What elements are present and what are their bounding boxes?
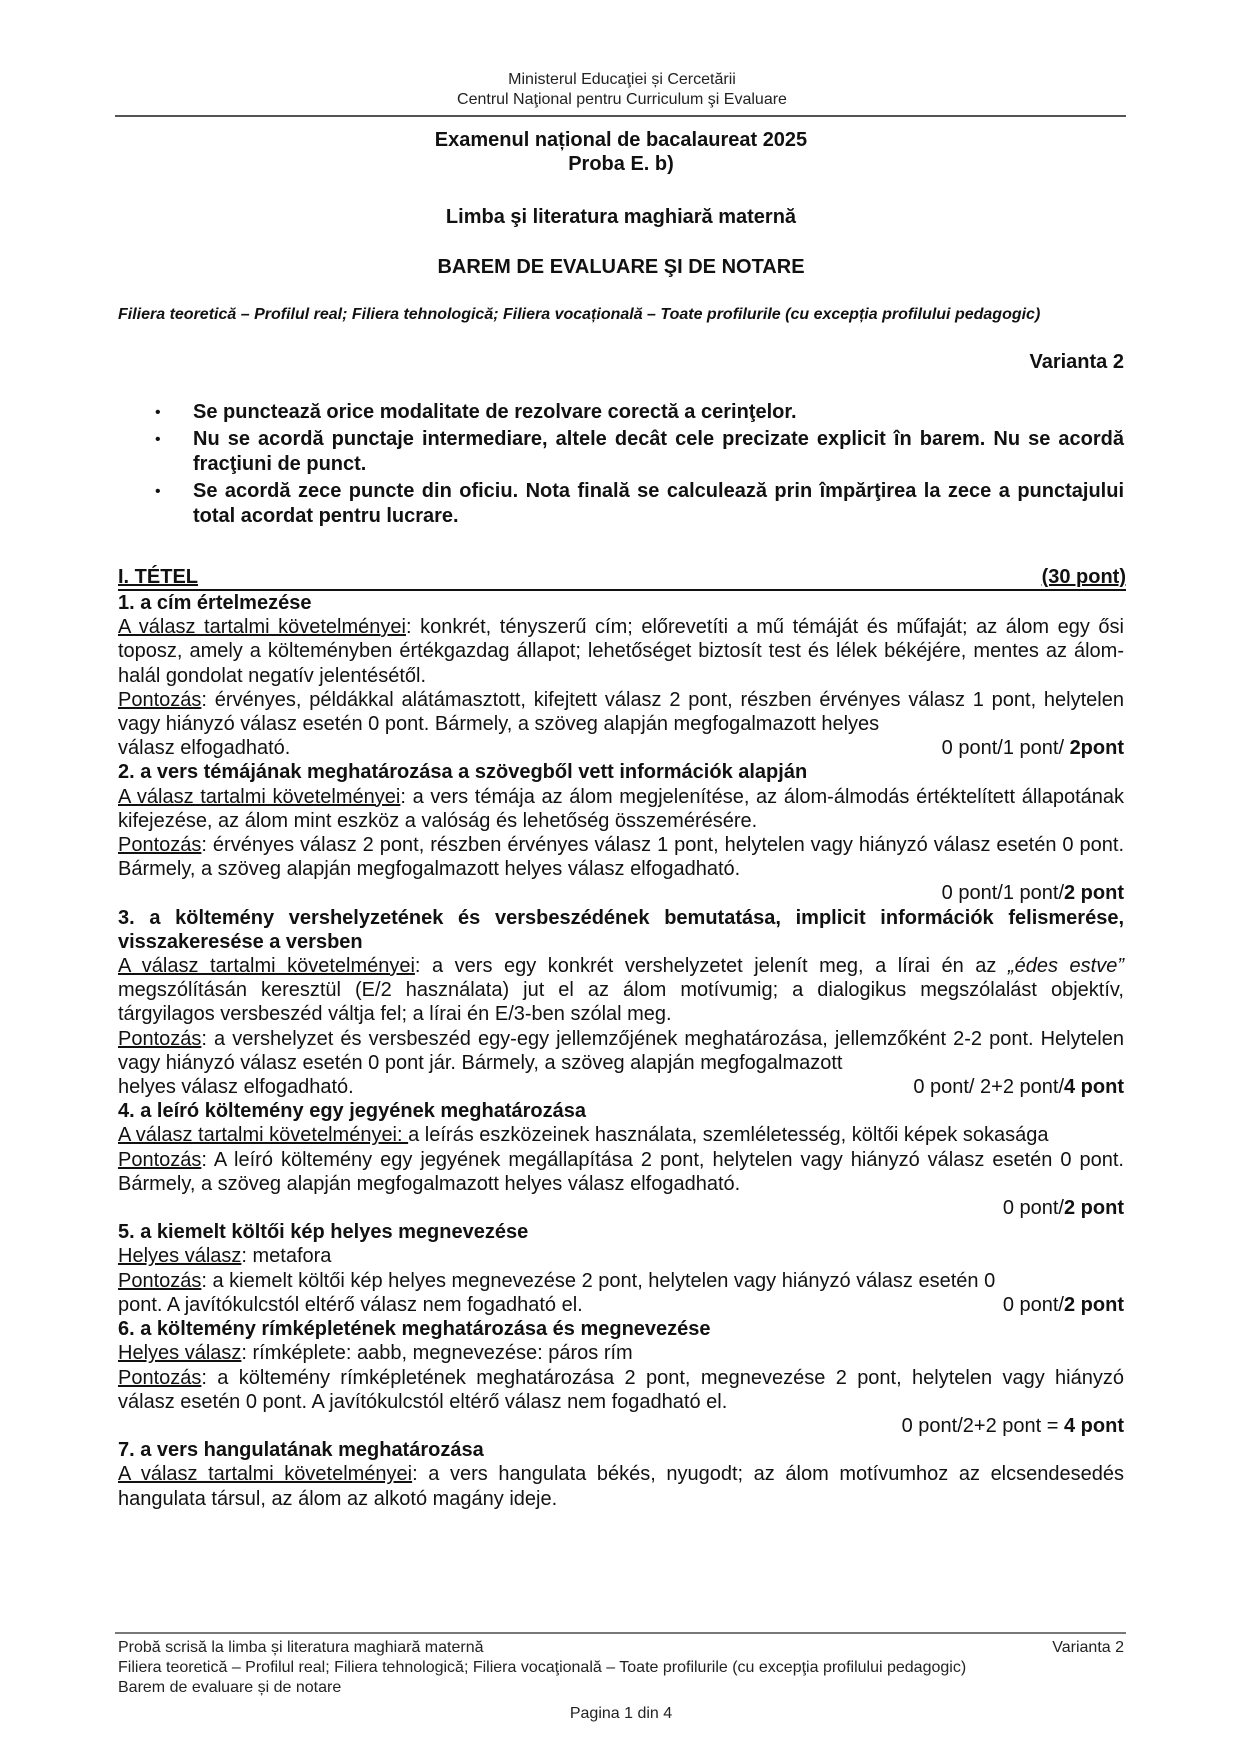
item-5-scoring: Pontozás: a kiemelt költői kép helyes megnevezése 2 pont, helytelen vagy hiányzó válasz esetén 0 [118,1269,996,1292]
item-6-title: 6. a költemény rímképletének meghatározása és megnevezése [118,1318,711,1341]
item-4-requirements: A válasz tartalmi követelményei: a leírás eszközeinek használata, szemléletesség, költői képek sokasága [118,1124,1049,1147]
barem-title: BAREM DE EVALUARE ŞI DE NOTARE [437,256,805,278]
exam-title [118,128,1124,176]
item-3-scoring: Pontozás: a vershelyzet és versbeszéd egy-egy jellemzőjének meghatározása, jellemzőként 2-2 pont. Helytelen vagy hiányzó válasz esetén 0 pont jár. Bármely, a szöveg alapján megfogalmazott [118,1027,1124,1074]
page-footer [118,1638,1124,1698]
footer-divider [115,1632,1126,1634]
section-heading [118,565,1126,591]
proba-label: Proba E. b) [568,153,674,175]
header-divider [115,115,1126,117]
item-6-answer: Helyes válasz: rímképlete: aabb, megnevezése: páros rím [118,1342,633,1365]
bullet-icon: • [155,483,161,500]
items-body [118,591,1124,1511]
general-rules-list [118,400,1124,531]
item-2-requirements: A válasz tartalmi követelményei: a vers témája az álom megjelenítése, az álom-álmodás értéktelített állapotának kifejezése, az álom mint eszköz a valóság és lehetőség összemérésére. [118,785,1125,832]
quoted-phrase: „édes estve” [1007,955,1124,978]
item-1-score: 0 pont/1 pont/ 2pont [941,737,1124,760]
bullet-icon: • [155,404,161,421]
footer-filiera: Filiera teoretică – Profilul real; Filiera tehnologică; Filiera vocaţională – Toate profilurile (cu excepţia profilului pedagogic) [118,1659,967,1676]
item-2-score: 0 pont/1 pont/2 pont [941,882,1124,905]
item-1-score-line: válasz elfogadható. 0 pont/1 pont/ 2pont [118,737,1124,760]
item-7-requirements: A válasz tartalmi követelményei: a vers hangulata békés, nyugodt; az álom motívumhoz az elcsendesedés hangulata társul, az álom az alkotó magány ideje. [118,1463,1124,1510]
item-5-answer: Helyes válasz: metafora [118,1245,332,1268]
item-3-requirements: A válasz tartalmi követelményei: a vers egy konkrét vershelyzetet jelenít meg, a lírai én az „édes estve” megszólításán keresztül (E/2 használata) jut el az álom motívumig; a dialogikus megszólalást objektív, tárgyilagos versbeszéd váltja fel; a lírai én E/3-ben szólal meg. [118,955,1124,1026]
item-3-score: 0 pont/ 2+2 pont/4 pont [913,1076,1124,1099]
item-1-title: 1. a cím értelmezése [118,592,312,614]
variant-label: Varianta 2 [1029,351,1124,373]
item-4-score: 0 pont/2 pont [1002,1197,1124,1220]
section-points: (30 pont) [1041,566,1126,588]
item-4-title: 4. a leíró költemény egy jegyének meghatározása [118,1100,586,1123]
footer-doc-type: Barem de evaluare și de notare [118,1679,342,1696]
item-5-score: 0 pont/2 pont [1002,1293,1124,1316]
item-2-title: 2. a vers témájának meghatározása a szövegből vett információk alapján [118,761,808,784]
item-6-score: 0 pont/2+2 pont = 4 pont [901,1414,1124,1437]
item-3-score-line: helyes válasz elfogadható. 0 pont/ 2+2 pont/4 pont [118,1076,1124,1099]
ministry-name: Ministerul Educaţiei și Cercetării [508,71,736,88]
filiera-note: Filiera teoretică – Profilul real; Filiera tehnologică; Filiera vocațională – Toate profilurile (cu excepția profilului pedagogic) [118,306,1041,323]
exam-name: Examenul național de bacalaureat 2025 [434,129,808,151]
rule-item: • Se acordă zece puncte din oficiu. Nota finală se calculează prin împărţirea la zece a punctajului total acordat pentru lucrare. [155,480,1124,527]
item-6-scoring: Pontozás: a költemény rímképletének meghatározása 2 pont, megnevezése 2 pont, helytelen vagy hiányzó válasz esetén 0 pont. A javítókulcstól eltérő válasz nem fogadható el. [118,1366,1124,1413]
institution-header [118,70,1126,110]
footer-subject: Probă scrisă la limba și literatura maghiară maternă [118,1639,484,1656]
item-5-score-line: pont. A javítókulcstól eltérő válasz nem fogadható el. 0 pont/2 pont [118,1293,1124,1316]
page-number: Pagina 1 din 4 [569,1705,673,1722]
footer-variant: Varianta 2 [1052,1639,1124,1656]
bullet-icon: • [155,431,161,448]
item-1-scoring: Pontozás: érvényes, példákkal alátámasztott, kifejtett válasz 2 pont, részben érvényes válasz 1 pont, helytelen vagy hiányzó válasz esetén 0 pont. Bármely, a szöveg alapján megfogalmazott helyes [118,688,1124,736]
item-2-scoring: Pontozás: érvényes válasz 2 pont, részben érvényes válasz 1 pont, helytelen vagy hiányzó válasz esetén 0 pont. Bármely, a szöveg alapján megfogalmazott helyes válasz elfogadható. [118,834,1124,881]
item-5-title: 5. a kiemelt költői kép helyes megnevezése [118,1221,529,1244]
item-3-title: 3. a költemény vershelyzetének és versbeszédének bemutatása, implicit információk felismerése, visszakeresése a versben [118,906,1124,953]
item-1-requirements: A válasz tartalmi követelményei: konkrét, tényszerű cím; előrevetíti a mű témáját és műfaját; az álom egy ősi toposz, amely a költeményben értékgazdag állapot; lehetőséget biztosít test és lélek békéjére, mentes az álom-halál gondolat negatív jelentésétől. [118,616,1124,687]
section-title: I. TÉTEL [118,566,198,588]
center-name: Centrul Naţional pentru Curriculum şi Evaluare [457,91,787,108]
rule-item: • Se punctează orice modalitate de rezolvare corectă a cerinţelor. [155,401,797,423]
subject-title: Limba şi literatura maghiară maternă [445,206,797,228]
rule-item: • Nu se acordă punctaje intermediare, altele decât cele precizate explicit în barem. Nu se acordă fracţiuni de punct. [155,428,1124,475]
item-4-scoring: Pontozás: A leíró költemény egy jegyének megállapítása 2 pont, helytelen vagy hiányzó válasz esetén 0 pont. Bármely, a szöveg alapján megfogalmazott helyes válasz elfogadható. [118,1148,1124,1195]
item-7-title: 7. a vers hangulatának meghatározása [118,1439,484,1462]
